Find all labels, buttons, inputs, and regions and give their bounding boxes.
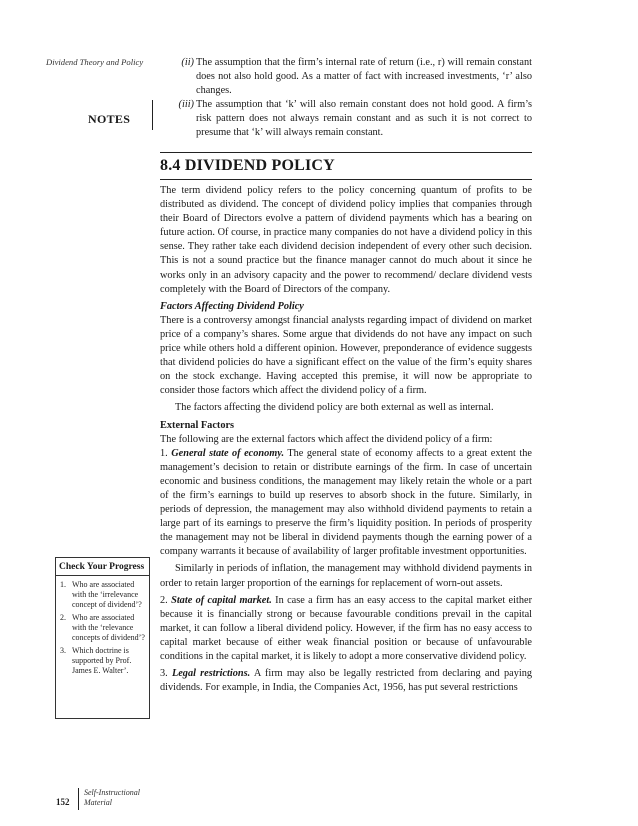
check-your-progress-title: Check Your Progress xyxy=(56,558,149,576)
intro-item-text: The assumption that ‘k’ will also remain constant does not hold good. A firm’s risk pattern does not always remain constant and as such it is not correct to presume that ‘k’ will always remain constant. xyxy=(196,99,532,139)
paragraph: Similarly in periods of inflation, the management may withhold dividend payments in order to retain larger proportion of the earnings for replacement of worn-out assets. xyxy=(160,563,532,589)
subheading-external: External Factors xyxy=(160,419,235,431)
factor-text: In case a firm has an easy access to the capital market either because it is financially strong or because favourable conditions prevail in the capital market, it can follow a liberal dividend policy. However, if the firm has no easy access to capital market because of either weak financial position or because of unfavourable conditions in the capital market, it is likely to adopt a more conservative dividend policy. xyxy=(160,594,532,662)
question-item xyxy=(56,580,149,610)
intro-item-number: (ii) xyxy=(181,57,194,68)
check-your-progress-box xyxy=(55,557,150,719)
intro-item xyxy=(160,56,532,98)
intro-list xyxy=(160,56,532,141)
footer-label-line: Self-Instructional xyxy=(84,788,140,797)
page-number: 152 xyxy=(56,797,70,807)
paragraph: The factors affecting the dividend policy are both external as well as internal. xyxy=(175,402,494,414)
question-number: 2. xyxy=(60,613,66,622)
factor-number: 2. xyxy=(160,594,168,606)
question-item xyxy=(56,613,149,643)
question-number: 1. xyxy=(60,580,66,589)
paragraph: The following are the external factors which affect the dividend policy of a firm: xyxy=(160,433,493,445)
factor-3 xyxy=(160,667,532,695)
question-text: Who are associated with the ‘irrelevance concept of dividend’? xyxy=(72,580,142,609)
subheading-factors: Factors Affecting Dividend Policy xyxy=(160,300,304,312)
body-text xyxy=(160,184,532,695)
check-your-progress-list xyxy=(56,580,149,676)
notes-label: NOTES xyxy=(88,112,131,126)
footer-label-line: Material xyxy=(84,798,112,807)
footer-label xyxy=(84,788,140,808)
question-item xyxy=(56,646,149,676)
factor-2 xyxy=(160,594,532,664)
factor-text: A firm may also be legally restricted from declaring and paying dividends. For example, in India, the Companies Act, 1956, has put several restrictions xyxy=(160,668,532,694)
section-heading xyxy=(160,157,335,175)
factor-title: State of capital market. xyxy=(171,594,272,606)
factor-number: 1. xyxy=(160,447,168,459)
factor-1 xyxy=(160,447,532,560)
margin-rule xyxy=(152,100,153,130)
factor-title: General state of economy. xyxy=(171,447,285,459)
question-text: Who are associated with the ‘relevance concepts of dividend’? xyxy=(72,613,145,642)
running-head: Dividend Theory and Policy xyxy=(46,57,144,67)
paragraph: The term dividend policy refers to the policy concerning quantum of profits to be distributed as dividend. The concept of dividend policy implies that companies through their Board of Directors evolve a pattern of dividend payments which has a bearing on future action. Of course, in practice many companies do not have a dividend policy in this sense. They rather take each dividend decision independent of every other such decision. This is not a sound practice but the finance manager cannot do much about it since he works only in an advisory capacity and the power to recommend/ declare dividend vests completely with the Board of Directors of the company. xyxy=(160,185,532,295)
paragraph: There is a controversy amongst financial analysts regarding impact of dividend on market price of a company’s shares. Some argue that dividends do not have any impact on such price while others hold a different opinion. However, preponderance of evidence suggests that dividend policies do have a significant effect on the value of the firm’s equity shares on the stock exchange. Having accepted this premise, it will now be appropriate to consider those factors which affect the dividend policy of a firm. xyxy=(160,314,532,397)
question-number: 3. xyxy=(60,646,66,655)
intro-item xyxy=(160,98,532,140)
footer-rule xyxy=(78,788,79,810)
question-text: Which doctrine is supported by Prof. James E. Walter’. xyxy=(72,646,132,675)
section-rule-top xyxy=(160,152,532,153)
intro-item-number: (iii) xyxy=(178,99,194,111)
factor-number: 3. xyxy=(160,668,168,680)
intro-item-text: The assumption that the firm’s internal rate of return (i.e., r) will remain constant does not also hold good. As a matter of fact with increased investments, ‘r’ also changes. xyxy=(196,57,532,97)
section-rule-bottom xyxy=(160,179,532,180)
factor-text: The general state of economy affects to a great extent the management’s decision to retain or distribute earnings of the firm. In case of uncertain economic and business conditions, the management may likely retain the whole or a part of the firm’s earnings to build up reserves to absorb shock in the future. Similarly, in periods of depression, the management may also withhold dividend payments to retain a large part of its earnings to preserve the firm’s liquidity position. In periods of prosperity the management may not be liberal in dividend payments though the earning power of a company warrants it because of availability of larger profitable investment opportunities. xyxy=(160,447,532,558)
section-number: 8.4 xyxy=(160,157,181,174)
section-title: DIVIDEND POLICY xyxy=(184,157,335,174)
factor-title: Legal restrictions. xyxy=(171,668,251,680)
